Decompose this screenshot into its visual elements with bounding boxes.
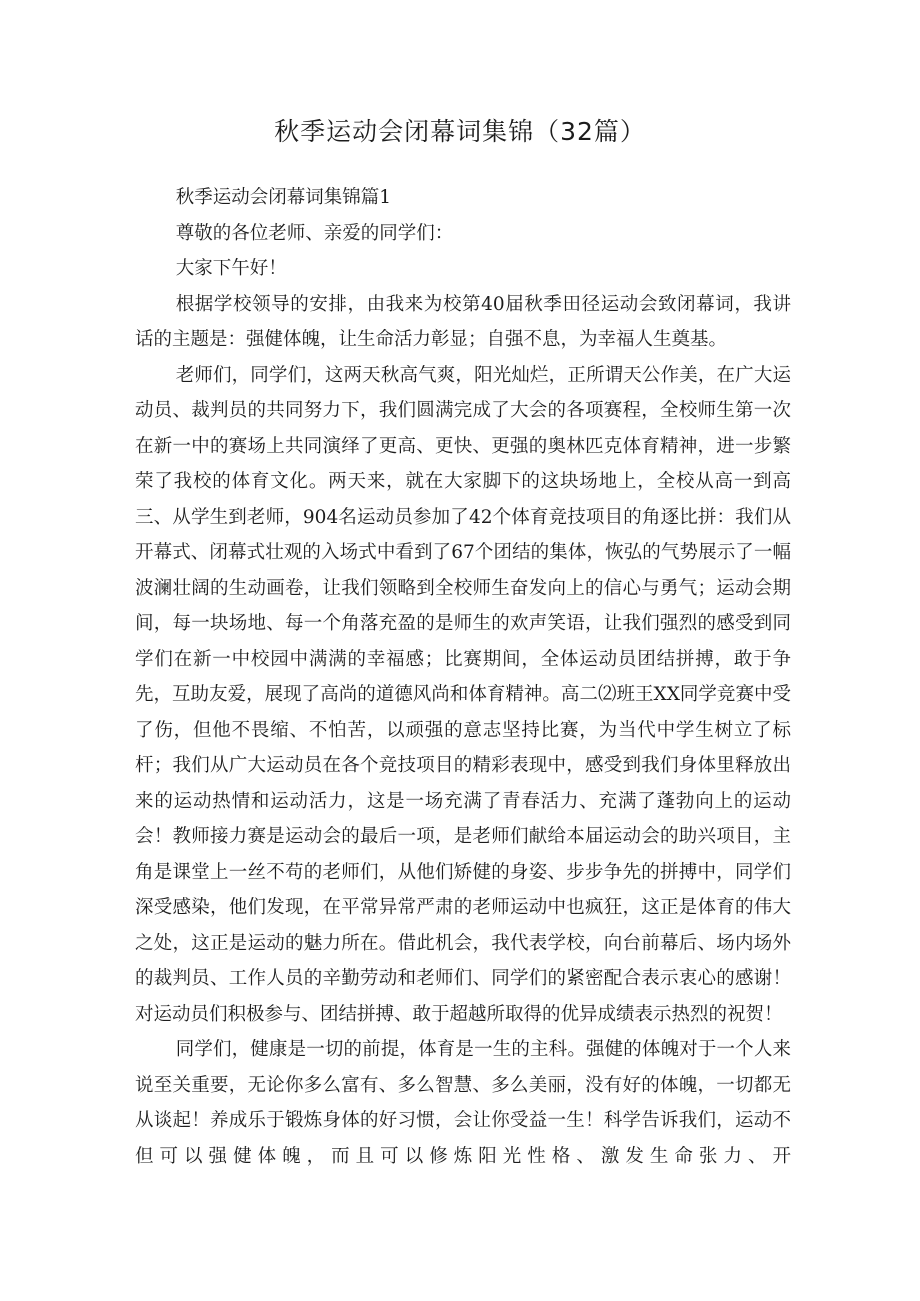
paragraph: 老师们，同学们，这两天秋高气爽，阳光灿烂，正所谓天公作美，在广大运动员、裁判员的共同努力下，我们圆满完成了大会的各项赛程，全校师生第一次在新一中的赛场上共同演绎了更高、更快、更强的奥林匹克体育精神，进一步繁荣了我校的体育文化。两天来，就在大家脚下的这块场地上，全校从高一到高三、从学生到老师，904名运动员参加了42个体育竞技项目的角逐比拼：我们从开幕式、闭幕式壮观的入场式中看到了67个团结的集体，恢弘的气势展示了一幅波澜壮阔的生动画卷，让我们领略到全校师生奋发向上的信心与勇气；运动会期间，每一块场地、每一个角落充盈的是师生的欢声笑语，让我们强烈的感受到同学们在新一中校园中满满的幸福感；比赛期间，全体运动员团结拼搏，敢于争先，互助友爱，展现了高尚的道德风尚和体育精神。高二⑵班王XX同学竞赛中受了伤，但他不畏缩、不怕苦，以顽强的意志坚持比赛，为当代中学生树立了标杆；我们从广大运动员在各个竞技项目的精彩表现中，感受到我们身体里释放出来的运动热情和运动活力，这是一场充满了青春活力、充满了蓬勃向上的运动会！教师接力赛是运动会的最后一项，是老师们献给本届运动会的助兴项目，主角是课堂上一丝不苟的老师们，从他们矫健的身姿、步步争先的拼搏中，同学们深受感染，他们发现，在平常异常严肃的老师运动中也疯狂，这正是体育的伟大之处，这正是运动的魅力所在。借此机会，我代表学校，向台前幕后、场内场外的裁判员、工作人员的辛勤劳动和老师们、同学们的紧密配合表示衷心的感谢！对运动员们积极参与、团结拼搏、敢于超越所取得的优异成绩表示热烈的祝贺！ [135,364,791,1025]
section-heading: 秋季运动会闭幕词集锦篇1 [175,187,391,208]
document-title: 秋季运动会闭幕词集锦（32篇） [274,117,646,146]
paragraph: 根据学校领导的安排，由我来为校第40届秋季田径运动会致闭幕词，我讲话的主题是：强健体魄，让生命活力彰显；自强不息，为幸福人生奠基。 [135,293,791,350]
paragraph: 同学们，健康是一切的前提，体育是一生的主科。强健的体魄对于一个人来说至关重要，无论你多么富有、多么智慧、多么美丽，没有好的体魄，一切都无从谈起！养成乐于锻炼身体的好习惯，会让你受益一生！科学告诉我们，运动不但可以强健体魄，而且可以修炼阳光性格、激发生命张力、开 [135,1039,791,1167]
salutation: 尊敬的各位老师、亲爱的同学们： [175,222,454,244]
greeting: 大家下午好！ [175,258,287,279]
document-body [135,180,791,1174]
